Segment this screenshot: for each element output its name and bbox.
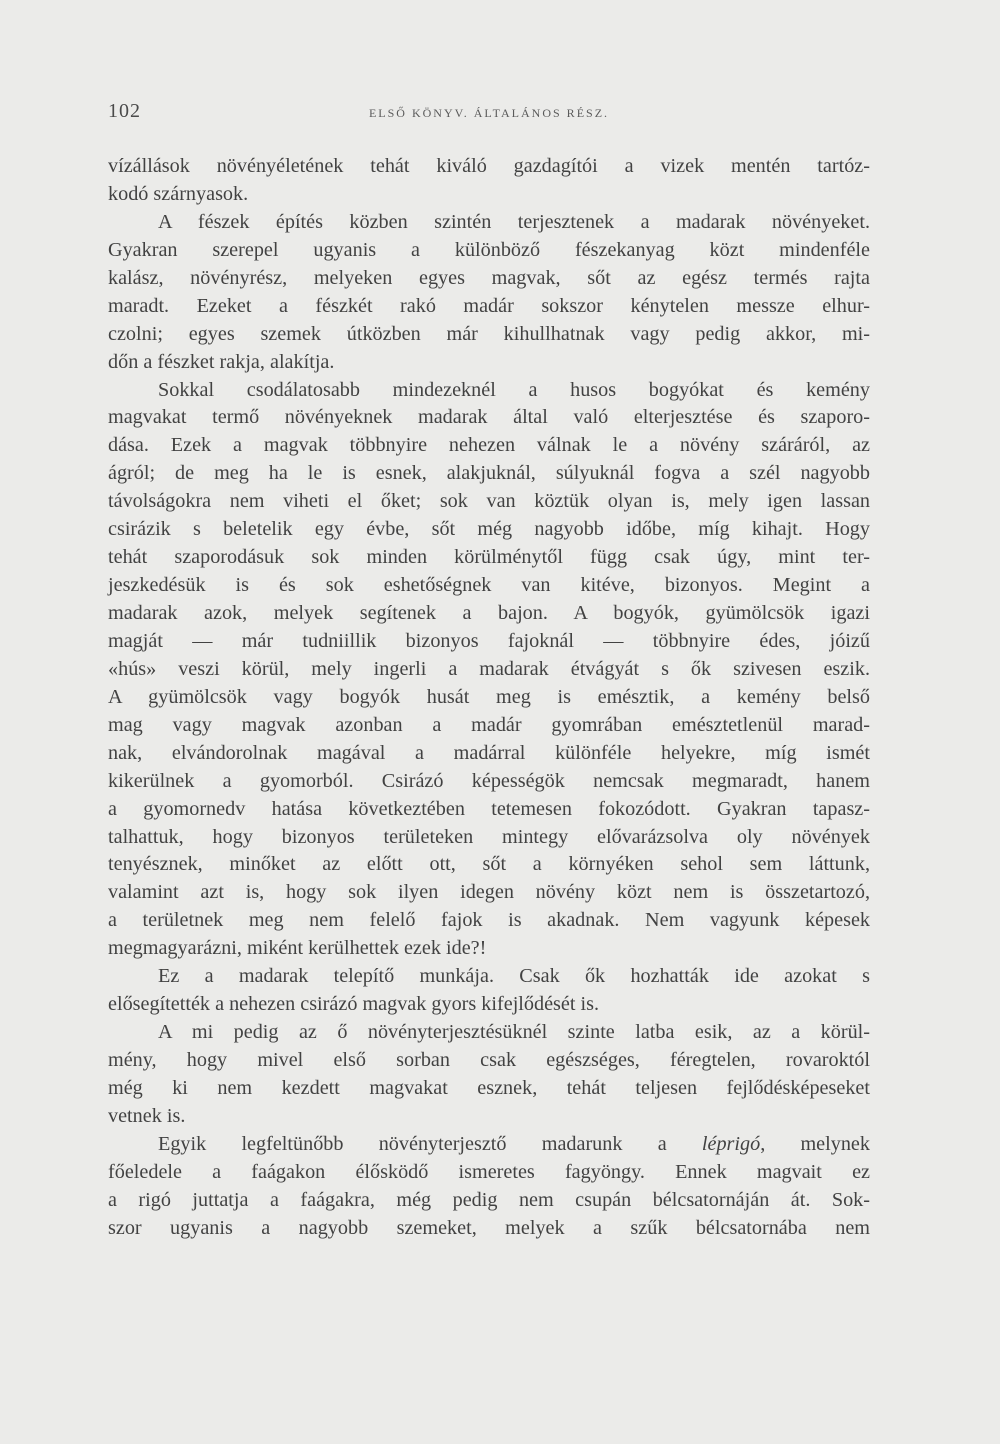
text-line: a rigó juttatja a faágakra, még pedig nem csupán bélcsatornáján át. Sok- bbox=[108, 1188, 870, 1211]
text-line: a területnek meg nem felelő fajok is akadnak. Nem vagyunk képesek bbox=[108, 909, 870, 932]
text-line: A fészek építés közben szintén terjesztenek a madarak növényeket. bbox=[158, 210, 870, 233]
text-line: tenyésznek, minőket az előtt ott, sőt a környéken sehol sem láttunk, bbox=[108, 853, 870, 876]
text-line: magját — már tudniillik bizonyos fajoknál — többnyire édes, jóizű bbox=[108, 629, 870, 652]
text-line: A mi pedig az ő növényterjesztésüknél szinte latba esik, az a körül- bbox=[158, 1021, 870, 1044]
text-line: Gyakran szerepel ugyanis a különböző fészekanyag közt mindenféle bbox=[108, 238, 870, 261]
text-line: mény, hogy mivel első sorban csak egészséges, féregtelen, rovaroktól bbox=[108, 1049, 870, 1071]
text-line: Sokkal csodálatosabb mindezeknél a husos bogyókat és kemény bbox=[158, 378, 870, 401]
text-line: vetnek is. bbox=[108, 1104, 186, 1127]
text-line: maradt. Ezeket a fészkét rakó madár sokszor kénytelen messze elhur- bbox=[108, 294, 870, 317]
text-line: Ez a madarak telepítő munkája. Csak ők hozhatták ide azokat s bbox=[158, 965, 870, 988]
text-line: vízállások növényéletének tehát kiváló gazdagítói a vizek mentén tartóz- bbox=[108, 155, 870, 177]
text-line: ágról; de meg ha le is esnek, alakjuknál, súlyuknál fogva a szél nagyobb bbox=[108, 462, 870, 485]
text-line: valamint azt is, hogy sok ilyen idegen növény közt nem is összetartozó, bbox=[108, 881, 870, 904]
page-number: 102 bbox=[108, 100, 141, 122]
text-line: tehát szaporodásuk sok minden körülménytől függ csak úgy, mint ter- bbox=[108, 546, 870, 569]
italic-term: léprigó bbox=[701, 1132, 761, 1155]
text-line: szor ugyanis a nagyobb szemeket, melyek a szűk bélcsatornába nem bbox=[108, 1216, 870, 1239]
page-header bbox=[108, 100, 870, 124]
text-segment: , melynek bbox=[760, 1132, 870, 1155]
text-line: elősegítették a nehezen csirázó magvak gyors kifejlődését is. bbox=[108, 993, 600, 1016]
text-line bbox=[108, 1131, 870, 1159]
text-line: madarak azok, melyek segítenek a bajon. A bogyók, gyümölcsök igazi bbox=[108, 602, 870, 624]
text-line: távolságokra nem viheti el őket; sok van köztük olyan is, mely igen lassan bbox=[108, 490, 870, 513]
body-text bbox=[108, 153, 870, 1243]
text-line: «hús» veszi körül, mely ingerli a madarak étvágyát s ők szivesen eszik. bbox=[108, 657, 870, 680]
text-line: czolni; egyes szemek útközben már kihullhatnak vagy pedig akkor, mi- bbox=[108, 322, 870, 345]
text-line: a gyomornedv hatása következtében tetemesen fokozódott. Gyakran tapasz- bbox=[108, 797, 870, 820]
text-line: kodó szárnyasok. bbox=[108, 182, 249, 205]
text-line: még ki nem kezdett magvakat esznek, tehát teljesen fejlődésképeseket bbox=[108, 1076, 870, 1099]
text-line: mag vagy magvak azonban a madár gyomrában emésztetlenül marad- bbox=[108, 713, 870, 736]
text-line: magvakat termő növényeknek madarak által való elterjesztése és szaporo- bbox=[108, 406, 870, 429]
text-line: megmagyarázni, miként kerülhettek ezek ide?! bbox=[108, 937, 487, 960]
text-line: jeszkedésük is és sok eshetőségnek van kitéve, bizonyos. Megint a bbox=[108, 574, 870, 597]
text-line: talhattuk, hogy bizonyos területeken mintegy elővarázsolva oly növények bbox=[108, 825, 870, 848]
text-segment: Egyik legfeltünőbb növényterjesztő madarunk a bbox=[158, 1132, 702, 1155]
text-line: kalász, növényrész, melyeken egyes magvak, sőt az egész termés rajta bbox=[108, 266, 870, 289]
text-line: főeledele a faágakon élősködő ismeretes fagyöngy. Ennek magvait ez bbox=[108, 1160, 870, 1183]
text-line: csirázik s beletelik egy évbe, sőt még nagyobb időbe, míg kihajt. Hogy bbox=[108, 518, 870, 541]
text-line: dása. Ezek a magvak többnyire nehezen válnak le a növény száráról, az bbox=[108, 434, 870, 457]
text-line: nak, elvándorolnak magával a madárral különféle helyekre, míg ismét bbox=[108, 741, 870, 764]
text-line: dőn a fészket rakja, alakítja. bbox=[108, 350, 335, 373]
text-line: A gyümölcsök vagy bogyók husát meg is emésztik, a kemény belső bbox=[108, 685, 870, 708]
text-line: kikerülnek a gyomorból. Csirázó képességök nemcsak megmaradt, hanem bbox=[108, 769, 870, 792]
running-head: ELSŐ KÖNYV. ÁLTALÁNOS RÉSZ. bbox=[368, 106, 610, 120]
